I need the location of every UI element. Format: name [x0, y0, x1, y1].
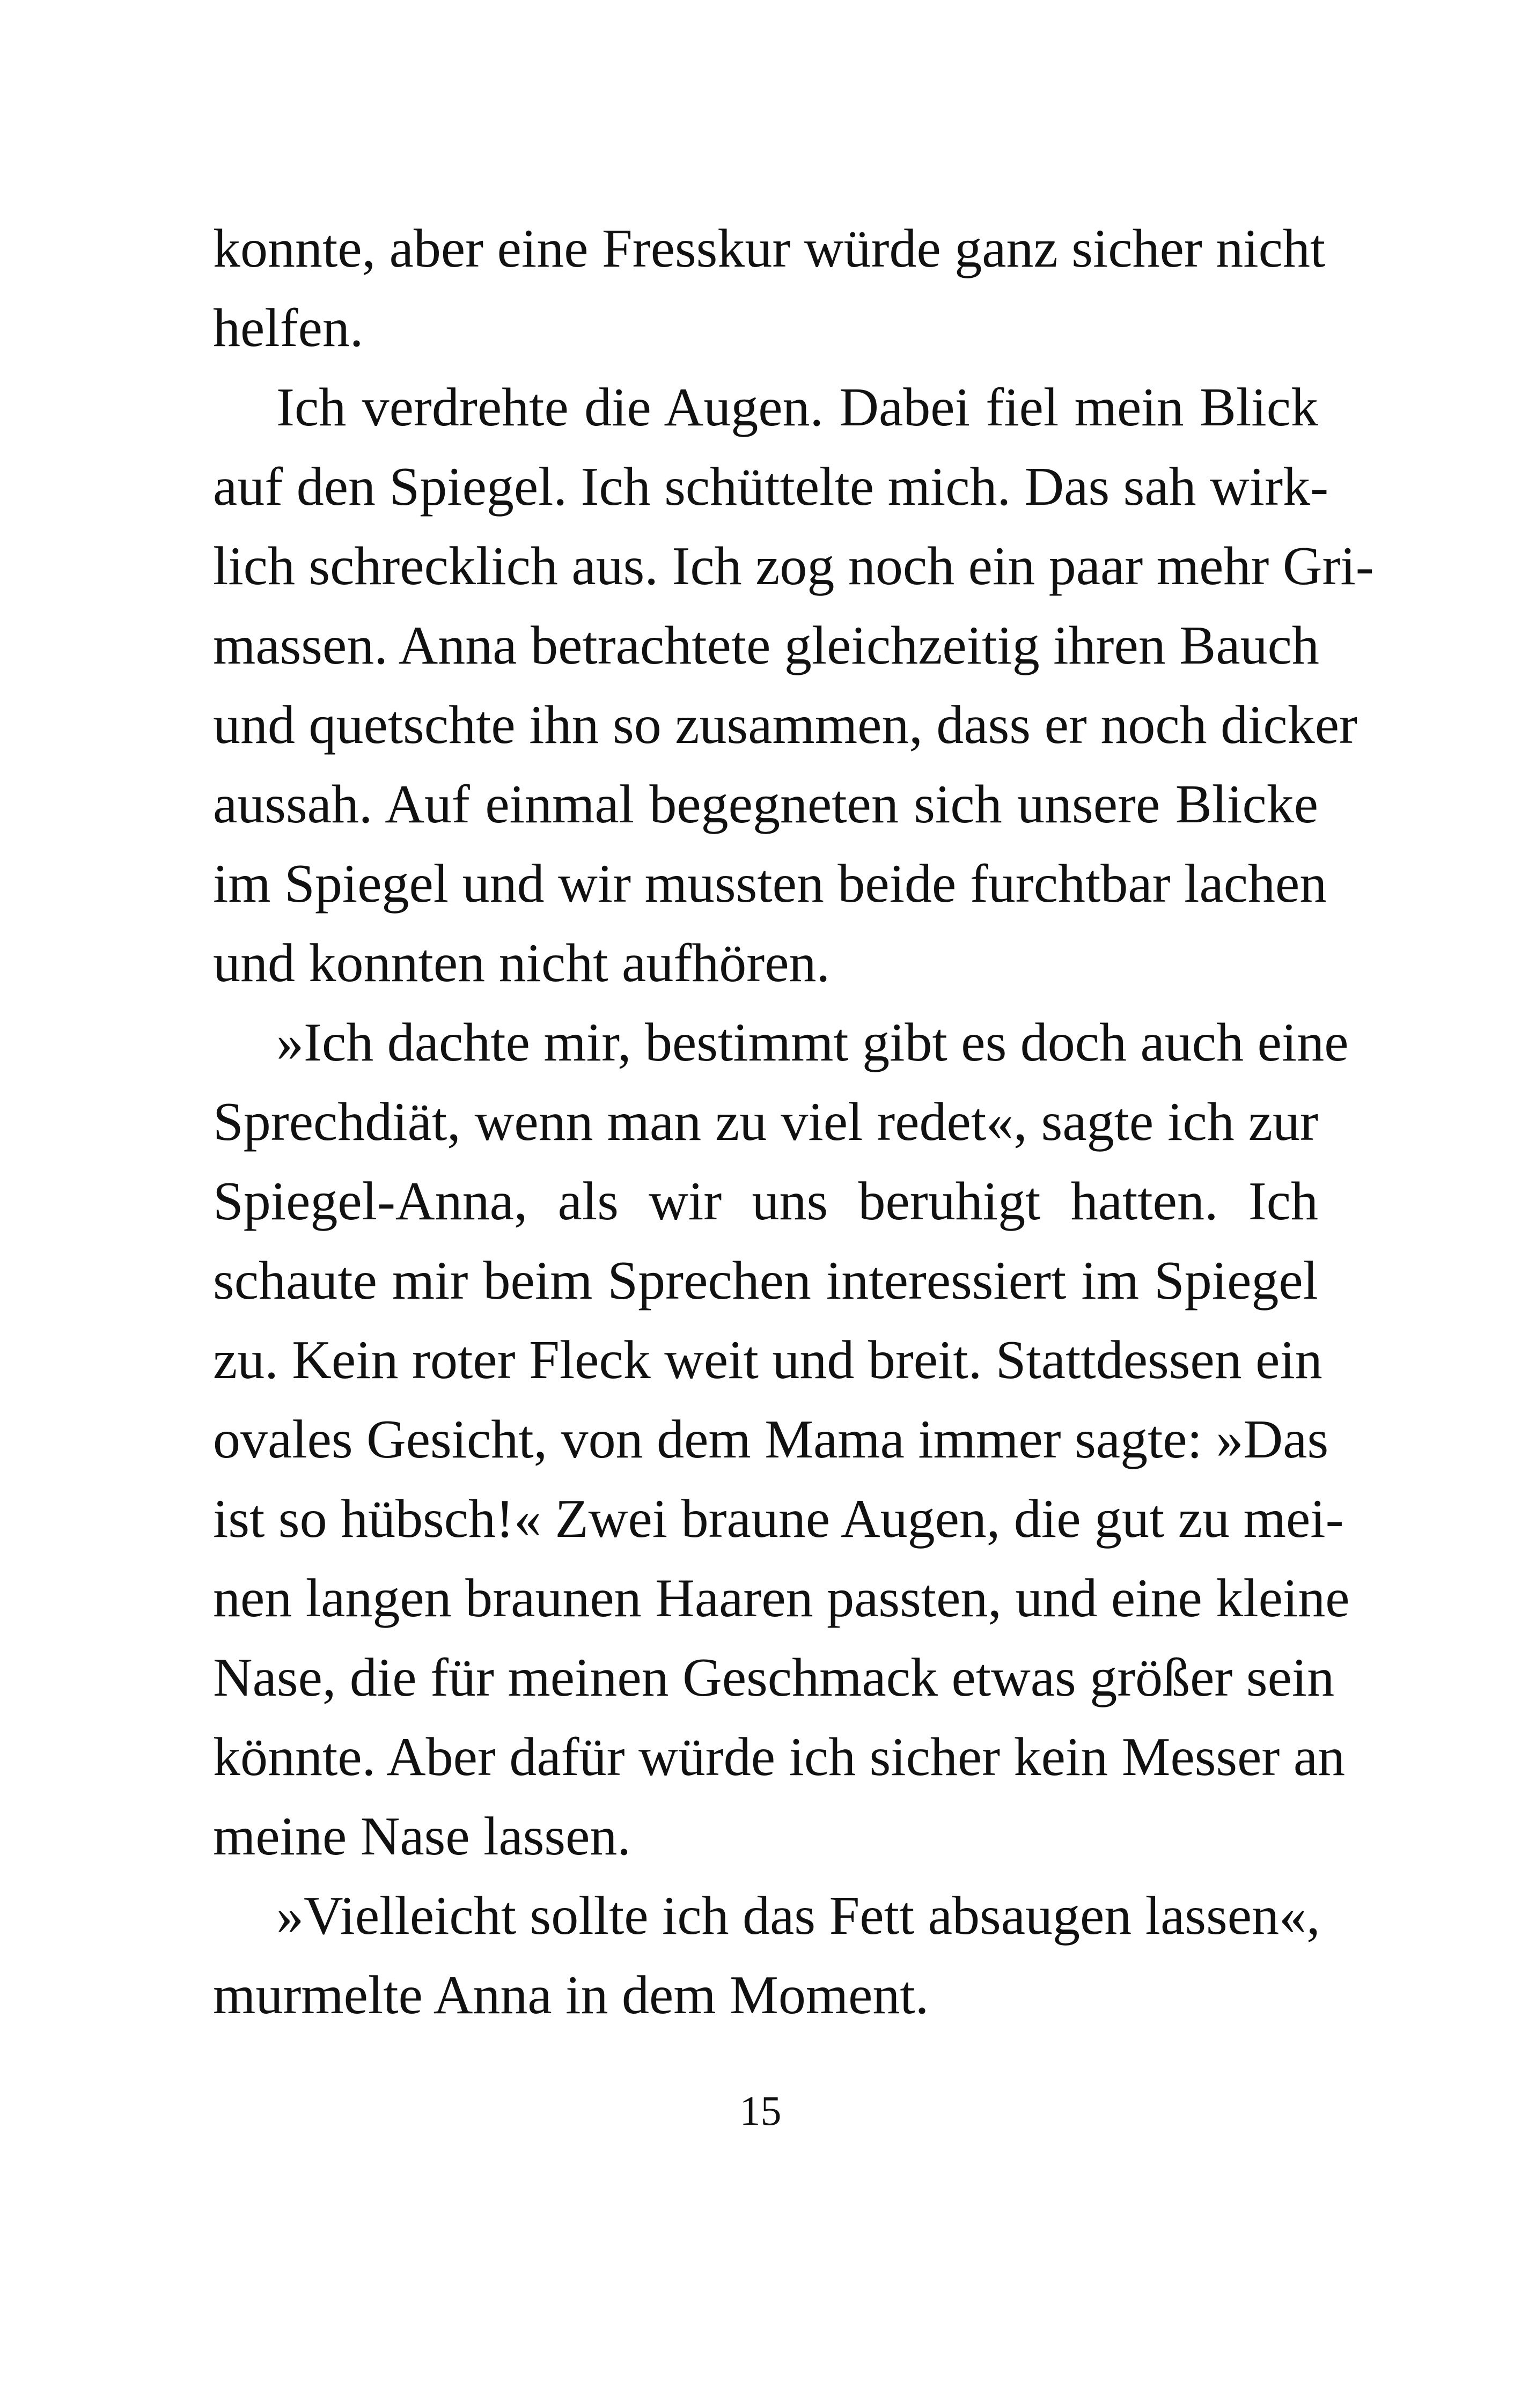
text-line: lich schrecklich aus. Ich zog noch ein paar mehr Gri-: [213, 536, 1374, 597]
text-line: Sprechdiät, wenn man zu viel redet«, sagte ich zur: [213, 1092, 1318, 1152]
text-line: Ich verdrehte die Augen. Dabei fiel mein Blick: [276, 377, 1318, 438]
text-line: murmelte Anna in dem Moment.: [213, 1965, 929, 2026]
text-line: konnte, aber eine Fresskur würde ganz sicher nicht: [213, 218, 1326, 279]
text-line: meine Nase lassen.: [213, 1806, 631, 1867]
text-line: auf den Spiegel. Ich schüttelte mich. Das sah wirk-: [213, 456, 1329, 517]
text-line: »Vielleicht sollte ich das Fett absaugen lassen«,: [276, 1886, 1320, 1946]
text-line: »Ich dachte mir, bestimmt gibt es doch auch eine: [276, 1012, 1349, 1073]
text-line: massen. Anna betrachtete gleichzeitig ihren Bauch: [213, 615, 1319, 676]
text-line: könnte. Aber dafür würde ich sicher kein Messer an: [213, 1727, 1346, 1787]
text-line: und konnten nicht aufhören.: [213, 933, 831, 993]
text-line: ist so hübsch!« Zwei braune Augen, die gut zu mei-: [213, 1489, 1344, 1549]
text-line: und quetschte ihn so zusammen, dass er noch dicker: [213, 695, 1357, 755]
text-line: schaute mir beim Sprechen interessiert im Spiegel: [213, 1250, 1318, 1311]
text-line: Spiegel-Anna, als wir uns beruhigt hatten. Ich: [213, 1171, 1318, 1232]
text-line: nen langen braunen Haaren passten, und eine kleine: [213, 1568, 1350, 1629]
text-line: Nase, die für meinen Geschmack etwas größer sein: [213, 1647, 1335, 1708]
page-number: 15: [739, 2087, 782, 2134]
text-line: im Spiegel und wir mussten beide furchtbar lachen: [213, 853, 1327, 914]
body-text: [213, 209, 1374, 2035]
text-line: aussah. Auf einmal begegneten sich unsere Blicke: [213, 774, 1318, 835]
text-line: ovales Gesicht, von dem Mama immer sagte: »Das: [213, 1409, 1329, 1470]
text-line: helfen.: [213, 298, 364, 358]
text-line: zu. Kein roter Fleck weit und breit. Stattdessen ein: [213, 1330, 1322, 1390]
